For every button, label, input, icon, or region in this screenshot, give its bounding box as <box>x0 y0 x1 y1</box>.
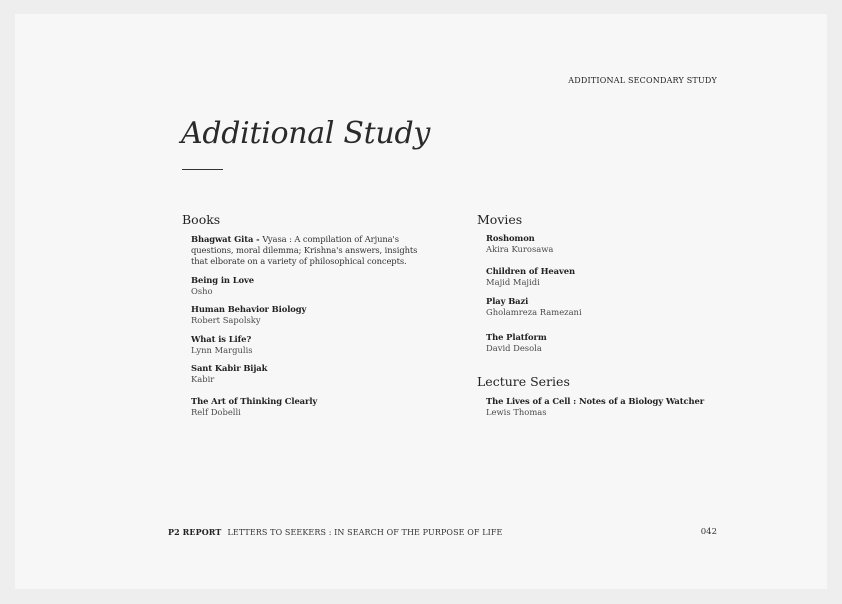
books-heading: Books <box>182 212 221 227</box>
book-title-text: Bhagwat Gita - <box>191 234 263 244</box>
footer <box>168 527 502 537</box>
book-title: The Art of Thinking Clearly <box>191 396 318 406</box>
lecture-item <box>486 396 704 418</box>
movie-item <box>486 332 547 354</box>
movie-item <box>486 233 553 255</box>
lecture-title: The Lives of a Cell : Notes of a Biology Watcher <box>486 396 705 406</box>
page <box>15 14 827 589</box>
movies-heading: Movies <box>477 212 523 227</box>
book-item <box>191 234 436 267</box>
book-item <box>191 363 267 385</box>
book-title: Human Behavior Biology <box>191 304 307 314</box>
page-title: Additional Study <box>181 116 430 151</box>
book-title: Sant Kabir Bijak <box>191 363 268 373</box>
movie-title: Roshomon <box>486 233 535 243</box>
book-item <box>191 334 253 356</box>
movie-director: Gholamreza Ramezani <box>486 307 582 317</box>
movie-title: Children of Heaven <box>486 266 575 276</box>
book-author: Lynn Margulis <box>191 345 253 355</box>
movie-director: David Desola <box>486 343 542 353</box>
book-author: Relf Dobelli <box>191 407 241 417</box>
book-item <box>191 304 306 326</box>
footer-brand: P2 REPORT <box>168 527 222 537</box>
book-author: Robert Sapolsky <box>191 315 261 325</box>
books-section <box>182 212 442 417</box>
book-description: Vyasa : A compilation of Arjuna's questions, moral dilemma; Krishna's answers, insights that elborate on a variety of philosophical concepts. <box>191 234 418 266</box>
movies-section <box>477 212 757 417</box>
movie-director: Majid Majidi <box>486 277 540 287</box>
book-item <box>191 396 317 418</box>
running-head: ADDITIONAL SECONDARY STUDY <box>568 76 717 85</box>
book-title <box>191 234 436 267</box>
footer-text: LETTERS TO SEEKERS : IN SEARCH OF THE PURPOSE OF LIFE <box>227 528 503 537</box>
movie-title: The Platform <box>486 332 547 342</box>
movie-director: Akira Kurosawa <box>486 244 554 254</box>
movie-item <box>486 266 575 288</box>
movie-item <box>486 296 582 318</box>
book-author: Kabir <box>191 374 215 384</box>
lecture-author: Lewis Thomas <box>486 407 547 417</box>
book-title: Being in Love <box>191 275 255 285</box>
book-item <box>191 275 254 297</box>
title-underline <box>182 169 223 170</box>
movie-title: Play Bazi <box>486 296 529 306</box>
lectures-heading: Lecture Series <box>477 374 570 389</box>
page-number: 042 <box>700 527 717 537</box>
book-author: Osho <box>191 286 213 296</box>
book-title: What is Life? <box>191 334 252 344</box>
